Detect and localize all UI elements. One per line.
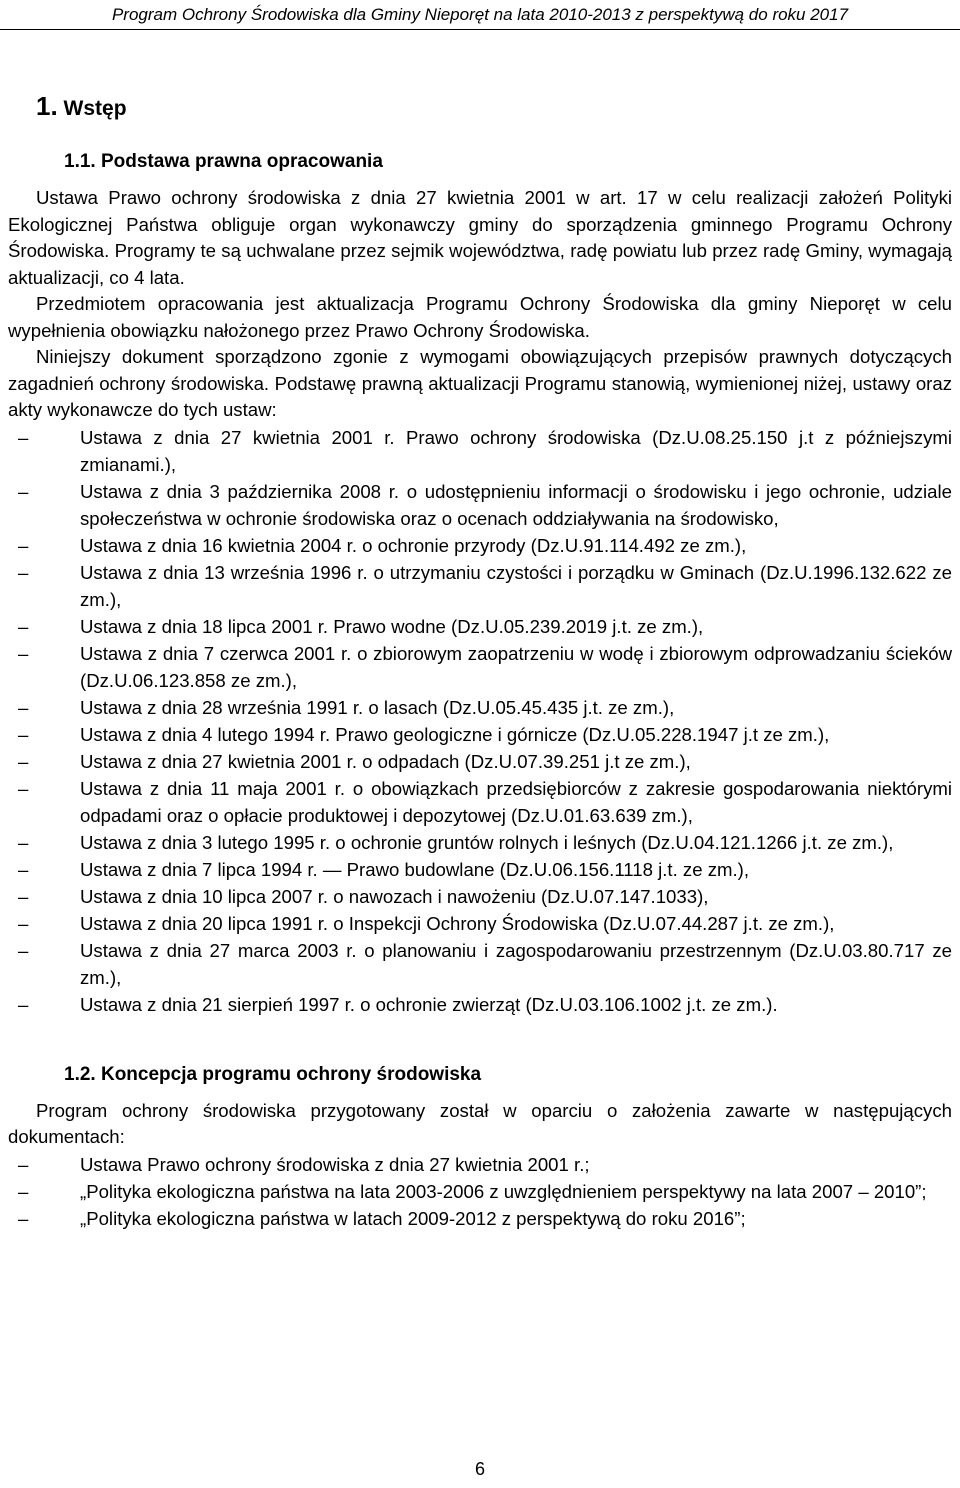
list-item-text: Ustawa z dnia 20 lipca 1991 r. o Inspekcji Ochrony Środowiska (Dz.U.07.44.287 j.t. ze zm.), <box>80 912 835 934</box>
dash-bullet: – <box>18 534 29 556</box>
dash-bullet: – <box>18 939 29 961</box>
list-item <box>8 721 952 748</box>
list-item <box>8 1178 952 1205</box>
list-item <box>8 829 952 856</box>
list-item <box>8 613 952 640</box>
list-item <box>8 424 952 478</box>
dash-bullet: – <box>18 831 29 853</box>
section-title: Podstawa prawna opracowania <box>100 151 383 172</box>
dash-bullet: – <box>18 993 29 1015</box>
list-item-text: Ustawa z dnia 3 października 2008 r. o udostępnieniu informacji o środowisku i jego ochronie, udziale społeczeństwa w ochronie środowiska oraz o ocenach oddziaływania na środowisko, <box>80 480 952 529</box>
list-item-text: Ustawa z dnia 7 lipca 1994 r. — Prawo budowlane (Dz.U.06.156.1118 j.t. ze zm.), <box>80 858 750 880</box>
list-item-text: Ustawa z dnia 27 kwietnia 2001 r. Prawo ochrony środowiska (Dz.U.08.25.150 j.t z późniejszymi zmianami.), <box>80 426 952 475</box>
list-item <box>8 559 952 613</box>
dash-bullet: – <box>18 750 29 772</box>
chapter-number: 1. <box>36 91 58 121</box>
list-item-text: „Polityka ekologiczna państwa na lata 2003-2006 z uwzględnieniem perspektywy na lata 2007 – 2010”; <box>80 1180 927 1202</box>
list-item-text: Ustawa z dnia 28 września 1991 r. o lasach (Dz.U.05.45.435 j.t. ze zm.), <box>80 696 675 718</box>
dash-bullet: – <box>18 426 29 448</box>
list-item <box>8 640 952 694</box>
list-item-text: „Polityka ekologiczna państwa w latach 2009-2012 z perspektywą do roku 2016”; <box>80 1207 746 1229</box>
list-item <box>8 883 952 910</box>
list-item <box>8 910 952 937</box>
dash-bullet: – <box>18 615 29 637</box>
page-header: Program Ochrony Środowiska dla Gminy Nieporęt na lata 2010-2013 z perspektywą do roku 2017 <box>0 0 960 30</box>
list-item <box>8 1205 952 1232</box>
list-item <box>8 694 952 721</box>
paragraph: Przedmiotem opracowania jest aktualizacja Programu Ochrony Środowiska dla gminy Nieporęt w celu wypełnienia obowiązku nałożonego przez Prawo Ochrony Środowiska. <box>8 293 952 341</box>
dash-bullet: – <box>18 1180 29 1202</box>
chapter-heading <box>36 88 952 127</box>
section-number: 1.1. <box>64 151 96 172</box>
list-item <box>8 775 952 829</box>
dash-bullet: – <box>18 696 29 718</box>
dash-bullet: – <box>18 777 29 799</box>
list-item-text: Ustawa z dnia 18 lipca 2001 r. Prawo wodne (Dz.U.05.239.2019 j.t. ze zm.), <box>80 615 704 637</box>
list-item <box>8 856 952 883</box>
dash-bullet: – <box>18 723 29 745</box>
dash-bullet: – <box>18 858 29 880</box>
section-heading-1-2 <box>64 1060 952 1090</box>
list-item <box>8 748 952 775</box>
list-item-text: Ustawa z dnia 16 kwietnia 2004 r. o ochronie przyrody (Dz.U.91.114.492 ze zm.), <box>80 534 747 556</box>
list-item-text: Ustawa z dnia 27 marca 2003 r. o planowaniu i zagospodarowaniu przestrzennym (Dz.U.03.80.717 ze zm.), <box>80 939 952 988</box>
list-item-text: Ustawa z dnia 3 lutego 1995 r. o ochronie gruntów rolnych i leśnych (Dz.U.04.121.1266 j.t. ze zm.), <box>80 831 894 853</box>
list-item <box>8 478 952 532</box>
list-item <box>8 532 952 559</box>
dash-bullet: – <box>18 1207 29 1229</box>
list-item-text: Ustawa z dnia 7 czerwca 2001 r. o zbiorowym zaopatrzeniu w wodę i zbiorowym odprowadzaniu ścieków (Dz.U.06.123.858 ze zm.), <box>80 642 952 691</box>
dash-bullet: – <box>18 561 29 583</box>
list-item <box>8 937 952 991</box>
paragraph: Program ochrony środowiska przygotowany został w oparciu o założenia zawarte w następujących dokumentach: <box>8 1099 952 1147</box>
list-item-text: Ustawa z dnia 27 kwietnia 2001 r. o odpadach (Dz.U.07.39.251 j.t ze zm.), <box>80 750 691 772</box>
dash-bullet: – <box>18 1153 29 1175</box>
dash-bullet: – <box>18 885 29 907</box>
section-number: 1.2. <box>64 1063 96 1085</box>
list-item <box>8 991 952 1018</box>
page-number: 6 <box>474 1459 485 1479</box>
list-item-text: Ustawa z dnia 21 sierpień 1997 r. o ochronie zwierząt (Dz.U.03.106.1002 j.t. ze zm.). <box>80 993 778 1015</box>
list-item-text: Ustawa z dnia 13 września 1996 r. o utrzymaniu czystości i porządku w Gminach (Dz.U.1996.132.622 ze zm.), <box>80 561 952 610</box>
chapter-title: Wstęp <box>63 97 127 120</box>
document-body <box>8 88 952 1232</box>
legal-acts-list <box>8 424 952 1018</box>
dash-bullet: – <box>18 912 29 934</box>
paragraph: Niniejszy dokument sporządzono zgonie z wymogami obowiązujących przepisów prawnych dotyczących zagadnień ochrony środowiska. Podstawę prawną aktualizacji Programu stanowią, wymienionej niżej, ustawy oraz akty wykonawcze do tych ustaw: <box>8 346 952 420</box>
list-item-text: Ustawa z dnia 11 maja 2001 r. o obowiązkach przedsiębiorców z zakresie gospodarowania niektórymi odpadami oraz o opłacie produktowej i depozytowej (Dz.U.01.63.639 zm.), <box>80 777 952 826</box>
source-documents-list <box>8 1151 952 1232</box>
section-heading-1-1 <box>64 147 952 177</box>
list-item-text: Ustawa z dnia 10 lipca 2007 r. o nawozach i nawożeniu (Dz.U.07.147.1033), <box>80 885 709 907</box>
list-item <box>8 1151 952 1178</box>
dash-bullet: – <box>18 642 29 664</box>
dash-bullet: – <box>18 480 29 502</box>
list-item-text: Ustawa Prawo ochrony środowiska z dnia 27 kwietnia 2001 r.; <box>80 1153 590 1175</box>
paragraph: Ustawa Prawo ochrony środowiska z dnia 27 kwietnia 2001 w art. 17 w celu realizacji założeń Polityki Ekologicznej Państwa obliguje organ wykonawczy gminy do sporządzenia gminnego Programu Ochrony Środowiska. Programy te są uchwalane przez sejmik województwa, radę powiatu lub przez radę Gminy, wymagają aktualizacji, co 4 lata. <box>8 187 952 288</box>
section-title: Koncepcja programu ochrony środowiska <box>100 1063 482 1085</box>
list-item-text: Ustawa z dnia 4 lutego 1994 r. Prawo geologiczne i górnicze (Dz.U.05.228.1947 j.t ze zm.), <box>80 723 830 745</box>
